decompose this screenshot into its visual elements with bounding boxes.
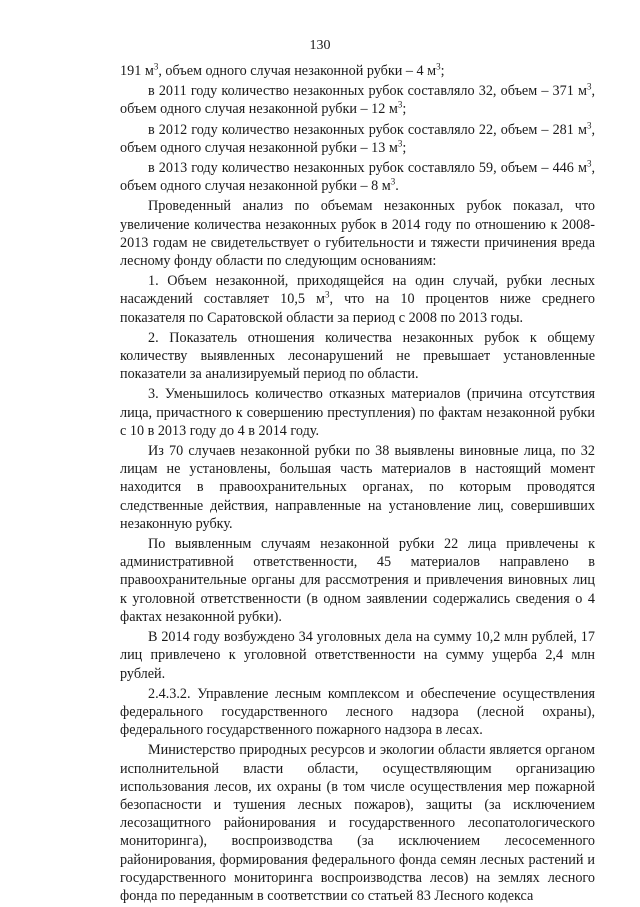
paragraph: Министерство природных ресурсов и экологии области является органом исполнительной власти области, осуществляющим организацию использования лесов, их охраны (в том числе осуществления мер пожарной безопасности и тушения лесных пожаров), защиты (за исключением лесозащитного районирования и государственного лесопатологического мониторинга), воспроизводства (за исключением лесосеменного районирования, формирования федерального фонда семян лесных растений и государственного мониторинга воспроизводства лесов) на землях лесного фонда по переданным в соответствии со статьей 83 Лесного кодекса: [120, 742, 595, 904]
paragraph: По выявленным случаям незаконной рубки 22 лица привлечены к административной ответственности, 45 материалов направлено в правоохранительные органы для рассмотрения и привлечения виновных лиц к уголовной ответственности (в одном заявлении содержались сведения о 4 фактах незаконной рубки).: [120, 536, 595, 625]
section-heading: 2.4.3.2. Управление лесным комплексом и обеспечение осуществления федерального государственного лесного надзора (лесной охраны), федерального государственного пожарного надзора в лесах.: [120, 685, 595, 739]
paragraph: 3. Уменьшилось количество отказных материалов (причина отсутствия лица, причастного к совершению преступления) по фактам незаконной рубки с 10 в 2013 году до 4 в 2014 году.: [120, 386, 595, 439]
paragraph: Проведенный анализ по объемам незаконных рубок показал, что увеличение количества незаконных рубок в 2014 году по отношению к 2008-2013 годам не свидетельствует о губительности и тяжести причинения вреда лесному фонду области по следующим основаниям:: [120, 198, 595, 270]
paragraph: 2. Показатель отношения количества незаконных рубок к общему количеству выявленных лесонарушений не превышает установленные показатели за анализируемый период по области.: [120, 329, 595, 383]
paragraph: в 2013 году количество незаконных рубок составляло 59, объем – 446 $м^3$, объем одного случая незаконной рубки – 8 $м^3$.: [120, 158, 595, 195]
paragraph: В 2014 году возбуждено 34 уголовных дела на сумму 10,2 млн рублей, 17 лиц привлечено к уголовной ответственности на сумму ущерба 2,4 млн рублей.: [120, 629, 595, 682]
document-body: [120, 62, 595, 907]
paragraph: в 2012 году количество незаконных рубок составляло 22, объем – 281 $м^3$, объем одного случая незаконной рубки – 13 $м^3$;: [120, 119, 595, 156]
paragraph: 1. Объем незаконной, приходящейся на один случай, рубки лесных насаждений составляет 10,5 $м^3$, что на 10 процентов ниже среднего показателя по Саратовской области за период с 2008 по 2013 годы.: [120, 273, 596, 326]
paragraph: Из 70 случаев незаконной рубки по 38 выявлены виновные лица, по 32 лицам не установлены, большая часть материалов в настоящий момент находится в правоохранительных органах, по которым проводятся следственные действия, направленные на установление лиц, совершивших незаконную рубку.: [120, 443, 595, 532]
paragraph: в 2011 году количество незаконных рубок составляло 32, объем – 371 $м^3$, объем одного случая незаконной рубки – 12 $м^3$;: [120, 81, 595, 118]
paragraph: 191 $м^3$, объем одного случая незаконной рубки – 4 $м^3$;: [120, 61, 445, 79]
page-number: 130: [309, 38, 331, 53]
